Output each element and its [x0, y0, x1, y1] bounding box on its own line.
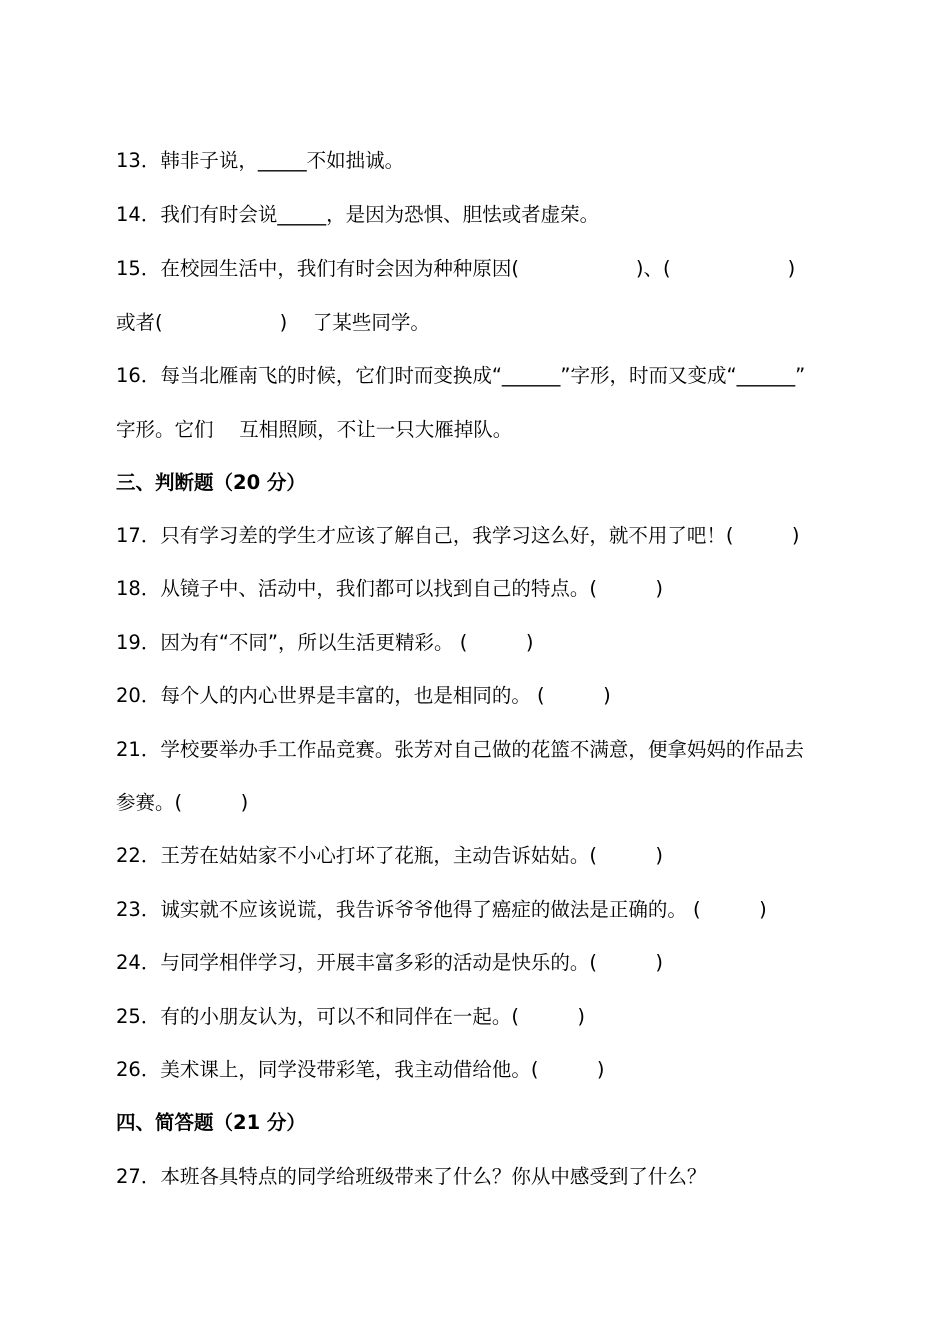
question-26: 26．美术课上，同学没带彩笔，我主动借给他。( ) — [116, 1058, 605, 1081]
question-13: 13．韩非子说，_____不如拙诚。 — [116, 149, 405, 172]
question-18: 18．从镜子中、活动中，我们都可以找到自己的特点。( ) — [116, 577, 664, 600]
question-22: 22．王芳在姑姑家不小心打坏了花瓶，主动告诉姑姑。( ) — [116, 844, 664, 867]
question-24: 24．与同学相伴学习，开展丰富多彩的活动是快乐的。( ) — [116, 951, 664, 974]
question-15-line-1: 15．在校园生活中，我们有时会因为种种原因( )、( ) — [116, 257, 796, 280]
question-21-line-1: 21．学校要举办手工作品竞赛。张芳对自己做的花篮不满意，便拿妈妈的作品去 — [116, 738, 804, 761]
question-16-line-2: 字形。它们 互相照顾，不让一只大雁掉队。 — [116, 418, 513, 441]
question-20: 20．每个人的内心世界是丰富的，也是相同的。 ( ) — [116, 684, 611, 707]
question-21-line-2: 参赛。( ) — [116, 791, 249, 814]
question-17: 17．只有学习差的学生才应该了解自己，我学习这么好，就不用了吧！( ) — [116, 524, 800, 547]
question-25: 25．有的小朋友认为，可以不和同伴在一起。( ) — [116, 1005, 586, 1028]
question-14: 14．我们有时会说_____，是因为恐惧、胆怯或者虚荣。 — [116, 203, 600, 226]
question-27: 27．本班各具特点的同学给班级带来了什么？你从中感受到了什么？ — [116, 1165, 707, 1188]
question-16-line-1: 16．每当北雁南飞的时候，它们时而变换成“______”字形，时而又变成“______” — [116, 364, 806, 387]
question-23: 23．诚实就不应该说谎，我告诉爷爷他得了癌症的做法是正确的。 ( ) — [116, 898, 767, 921]
section-heading-judge: 三、判断题（20 分） — [116, 471, 306, 494]
section-heading-short-answer: 四、简答题（21 分） — [116, 1111, 306, 1134]
question-15-line-2: 或者( ) 了某些同学。 — [116, 311, 430, 334]
question-19: 19．因为有“不同”，所以生活更精彩。 ( ) — [116, 631, 534, 654]
